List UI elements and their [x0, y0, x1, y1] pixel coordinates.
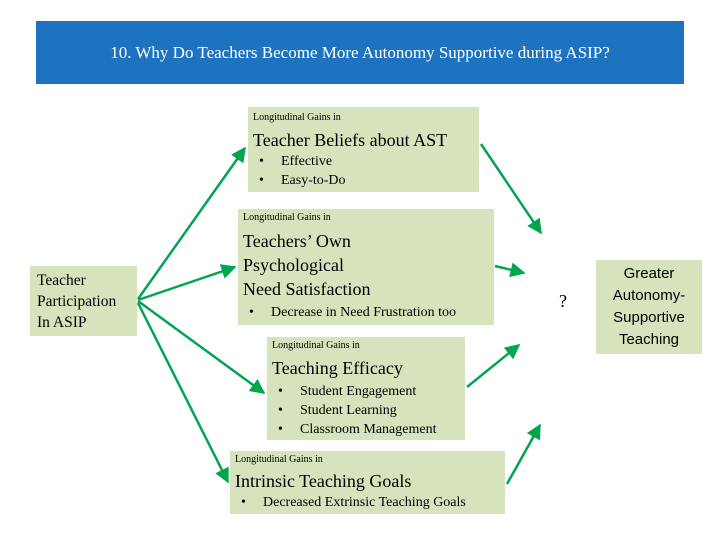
box-subtitle: Longitudinal Gains in: [243, 212, 331, 223]
slide-title: 10. Why Do Teachers Become More Autonomy Supportive during ASIP?: [110, 42, 610, 62]
teacher-beliefs-box: [248, 107, 479, 192]
right-box-line: Autonomy-: [612, 287, 686, 304]
box-heading-line: Teachers’ Own: [243, 231, 351, 251]
left-box-line: Participation: [37, 293, 117, 310]
bullet-item: • Easy-to-Do: [253, 171, 479, 190]
arrow-to-needs: [138, 267, 235, 300]
box-heading: Intrinsic Teaching Goals: [235, 471, 412, 491]
bullet-item: • Student Learning: [272, 401, 465, 420]
arrow-to-beliefs: [138, 148, 245, 299]
box-heading: Teaching Efficacy: [272, 358, 403, 378]
box-subtitle: Longitudinal Gains in: [253, 112, 341, 123]
teacher-participation-box: [30, 266, 137, 336]
box-subtitle: Longitudinal Gains in: [272, 340, 360, 351]
bullet-item: • Decrease in Need Frustration too: [243, 303, 494, 322]
right-box-line: Teaching: [618, 331, 680, 348]
arrow-to-goals: [138, 303, 228, 482]
box-heading-line: Psychological: [243, 255, 344, 275]
box-subtitle: Longitudinal Gains in: [235, 454, 323, 465]
bullet-item: • Effective: [253, 152, 479, 171]
left-box-line: In ASIP: [37, 314, 87, 331]
bullet-list: [243, 303, 494, 322]
need-satisfaction-box: [238, 209, 494, 325]
right-box-line: Supportive: [613, 309, 685, 326]
box-heading: [243, 229, 494, 301]
bullet-list: [272, 382, 465, 439]
arrow-goals-out: [507, 425, 540, 484]
intrinsic-goals-box: [230, 451, 505, 514]
left-box-line: Teacher: [37, 272, 86, 289]
teaching-efficacy-box: [267, 337, 465, 440]
bullet-item: • Student Engagement: [272, 382, 465, 401]
arrow-needs-out: [495, 266, 524, 273]
box-heading-line: Need Satisfaction: [243, 279, 371, 299]
bullet-item: • Classroom Management: [272, 420, 465, 439]
right-box-text: [613, 263, 686, 351]
autonomy-supportive-box: [596, 260, 702, 354]
bullet-list: [253, 152, 479, 190]
question-mark: ?: [559, 291, 567, 311]
right-box-line: Greater: [623, 265, 675, 282]
bullet-list: [235, 493, 505, 512]
box-heading: Teacher Beliefs about AST: [253, 130, 448, 150]
arrow-efficacy-out: [467, 345, 519, 387]
bullet-item: • Decreased Extrinsic Teaching Goals: [235, 493, 505, 512]
